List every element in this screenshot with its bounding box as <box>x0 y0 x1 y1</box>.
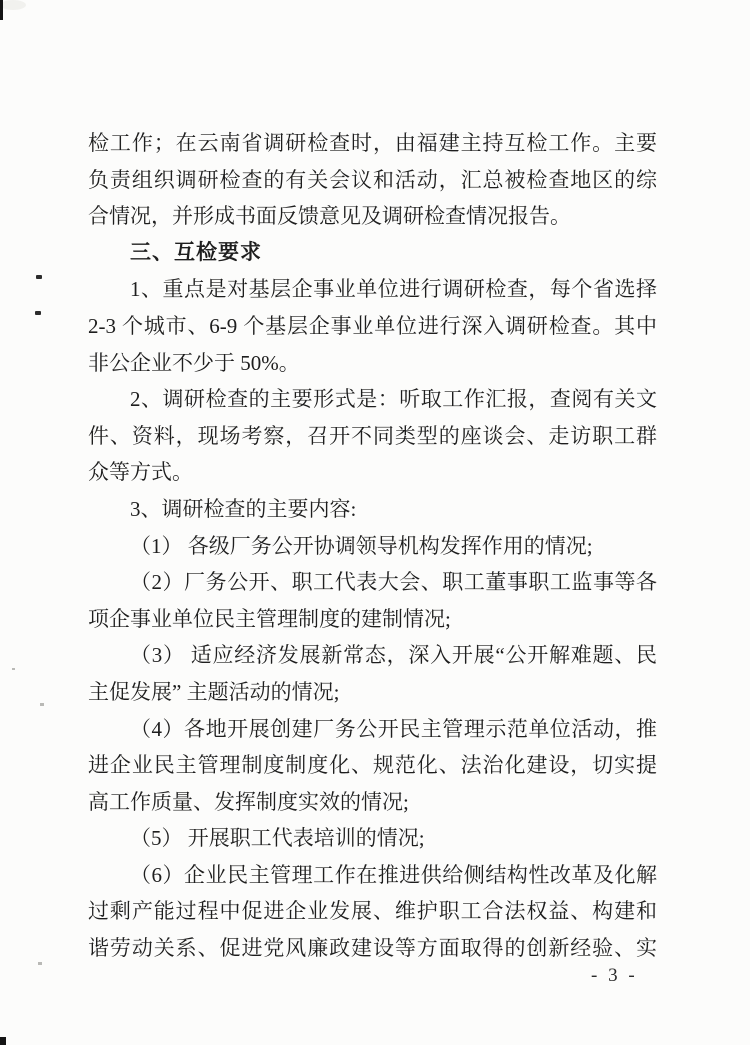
text-line: （3） 适应经济发展新常态，深入开展“公开解难题、民 <box>130 643 657 668</box>
document-body <box>88 125 657 967</box>
text-line: 检工作；在云南省调研检查时，由福建主持互检工作。主要 <box>88 131 657 155</box>
text-line: （4）各地开展创建厂务公开民主管理示范单位活动，推 <box>130 716 657 741</box>
text-line: 进企业民主管理制度制度化、规范化、法治化建设，切实提 <box>88 753 657 778</box>
text-line: 项企事业单位民主管理制度的建制情况; <box>88 606 451 631</box>
text-line: 件、资料，现场考察，召开不同类型的座谈会、走访职工群 <box>88 423 657 448</box>
text-line: 3、调研检查的主要内容: <box>130 496 357 521</box>
scan-speck <box>40 703 44 706</box>
scan-corner-artifact <box>0 1037 6 1045</box>
scan-smudge <box>0 0 26 10</box>
text-line: 谐劳动关系、促进党风廉政建设等方面取得的创新经验、实 <box>88 936 657 961</box>
text-line: 2、调研检查的主要形式是：听取工作汇报，查阅有关文 <box>130 387 657 412</box>
text-line: （6）企业民主管理工作在推进供给侧结构性改革及化解 <box>130 862 657 887</box>
page-number: - 3 - <box>591 965 638 986</box>
text-line: （2）厂务公开、职工代表大会、职工董事职工监事等各 <box>130 570 657 595</box>
text-line: 1、重点是对基层企事业单位进行调研检查，每个省选择 <box>130 277 657 302</box>
scan-edge-artifact <box>0 0 3 20</box>
text-line: 非公企业不少于 50%。 <box>88 350 300 375</box>
text-line: 高工作质量、发挥制度实效的情况; <box>88 789 409 814</box>
text-line: 过剩产能过程中促进企业发展、维护职工合法权益、构建和 <box>88 899 657 924</box>
scan-speck <box>38 962 42 965</box>
text-line: 众等方式。 <box>88 460 193 485</box>
text-line: （5） 开展职工代表培训的情况; <box>130 826 425 851</box>
scan-speck <box>35 311 41 315</box>
scan-speck <box>12 668 15 670</box>
text-line: 负责组织调研检查的有关会议和活动，汇总被检查地区的综 <box>88 167 657 192</box>
text-line: （1） 各级厂务公开协调领导机构发挥作用的情况; <box>130 533 593 558</box>
section-heading: 三、互检要求 <box>130 240 262 264</box>
text-line: 主促发展” 主题活动的情况; <box>88 679 340 704</box>
scan-speck <box>36 275 42 279</box>
text-line: 2-3 个城市、6-9 个基层企事业单位进行深入调研检查。其中 <box>88 313 657 338</box>
text-line: 合情况，并形成书面反馈意见及调研检查情况报告。 <box>88 204 571 229</box>
